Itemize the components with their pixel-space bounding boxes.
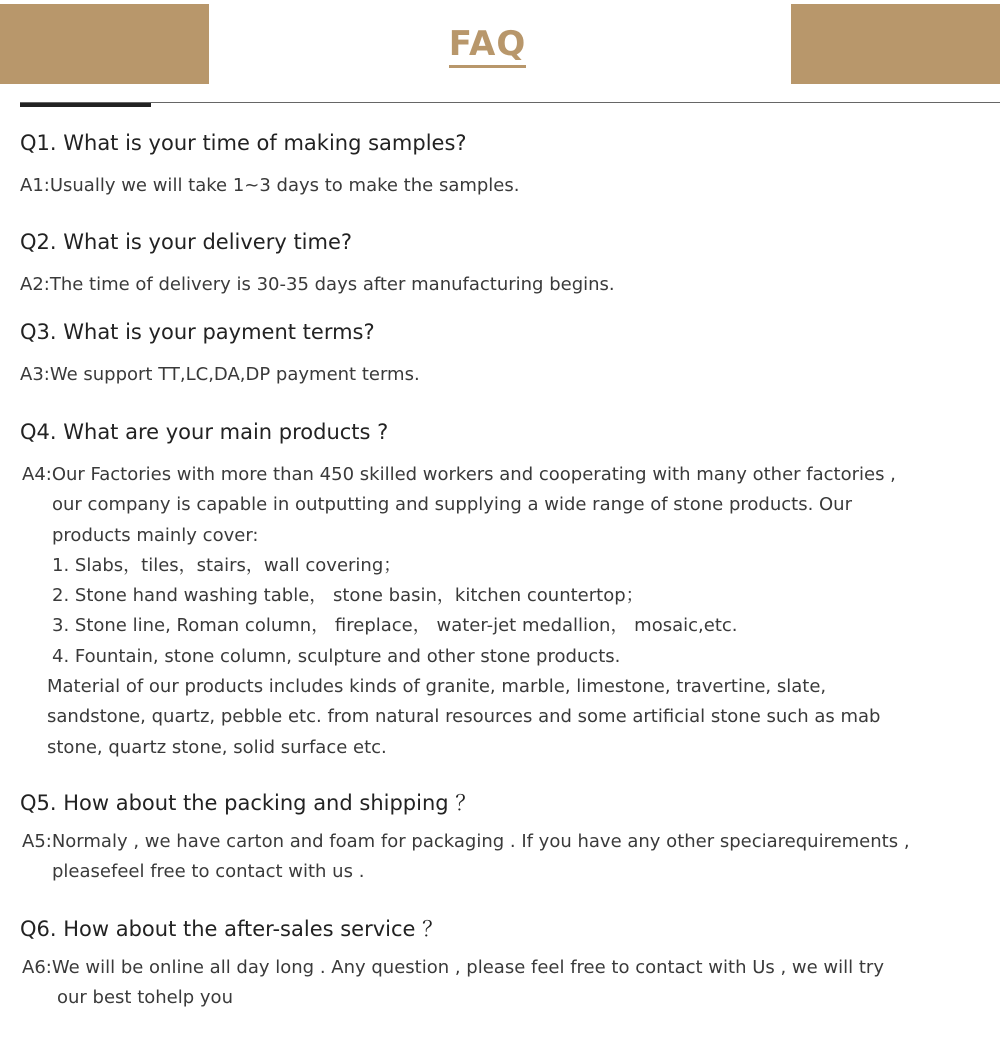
answer-line: A4:Our Factories with more than 450 skilled workers and cooperating with many other factories ,	[22, 464, 896, 485]
answer-line: A5:Normaly , we have carton and foam for packaging . If you have any other speciarequirements ,	[22, 831, 910, 852]
divider-line	[20, 102, 1000, 103]
faq-question-2: Q2. What is your delivery time?	[20, 230, 353, 254]
faq-answer-1	[20, 171, 519, 201]
faq-question-4: Q4. What are your main products ?	[20, 420, 389, 444]
answer-line: A6:We will be online all day long . Any question , please feel free to contact with Us , we will try	[22, 957, 884, 978]
answer-line: 2. Stone hand washing table， stone basin，kitchen countertop；	[52, 585, 644, 607]
answer-line: pleasefeel free to contact with us .	[52, 861, 365, 883]
answer-line: our best tohelp you	[57, 987, 233, 1009]
answer-line: 3. Stone line, Roman column， fireplace， water-jet medallion， mosaic,etc.	[52, 615, 738, 637]
answer-line: sandstone, quartz, pebble etc. from natural resources and some artificial stone such as mab	[47, 706, 881, 728]
faq-answer-5	[22, 827, 910, 888]
faq-question-3: Q3. What is your payment terms?	[20, 320, 375, 344]
faq-answer-4	[22, 460, 896, 763]
answer-line: 4. Fountain, stone column, sculpture and other stone products.	[52, 645, 621, 667]
answer-line: stone, quartz stone, solid surface etc.	[47, 736, 387, 758]
answer-line: A2:The time of delivery is 30-35 days after manufacturing begins.	[20, 274, 615, 295]
answer-line: Material of our products includes kinds of granite, marble, limestone, travertine, slate,	[47, 676, 827, 698]
answer-line: our company is capable in outputting and supplying a wide range of stone products. Our	[52, 494, 852, 516]
answer-line: A3:We support TT,LC,DA,DP payment terms.	[20, 364, 420, 385]
answer-line: A1:Usually we will take 1~3 days to make the samples.	[20, 175, 520, 196]
faq-question-5: Q5. How about the packing and shipping ？	[20, 791, 477, 815]
answer-line: products mainly cover:	[52, 524, 259, 546]
page-title: FAQ	[0, 24, 975, 64]
faq-answer-2	[20, 270, 615, 300]
divider-accent	[20, 103, 151, 107]
faq-question-6: Q6. How about the after-sales service ？	[20, 917, 444, 941]
answer-line: 1. Slabs，tiles，stairs，wall covering；	[52, 554, 402, 576]
faq-answer-3	[20, 360, 420, 390]
faq-question-1: Q1. What is your time of making samples?	[20, 131, 467, 155]
faq-answer-6	[22, 953, 884, 1014]
